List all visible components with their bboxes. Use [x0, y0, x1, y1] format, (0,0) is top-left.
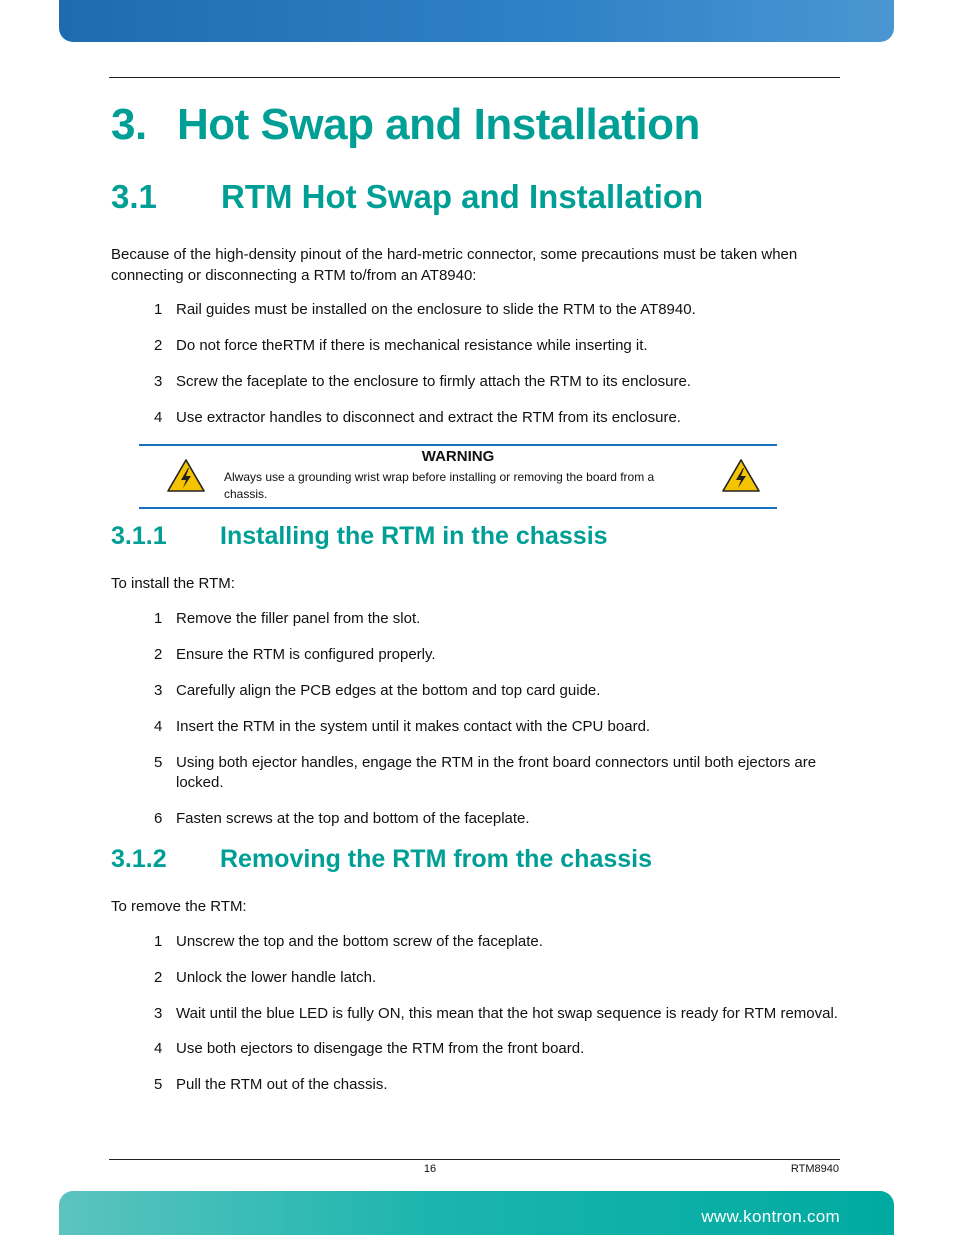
footer-band — [59, 1191, 894, 1235]
subsection-heading-remove — [111, 845, 652, 874]
list-item: 1 Remove the filler panel from the slot. — [154, 610, 421, 627]
remove-intro: To remove the RTM: — [111, 898, 247, 915]
header-band — [59, 0, 894, 42]
intro-paragraph: Because of the high-density pinout of the hard-metric connector, some precautions must be taken when connecting or disconnecting a RTM to/from an AT8940: — [111, 246, 798, 284]
website-link[interactable]: www.kontron.com — [701, 1207, 840, 1226]
list-item: 4 Use extractor handles to disconnect and extract the RTM from its enclosure. — [154, 409, 681, 426]
section-heading — [111, 178, 703, 216]
section-title: RTM Hot Swap and Installation — [221, 178, 704, 215]
install-intro: To install the RTM: — [111, 575, 235, 592]
chapter-heading — [111, 100, 700, 150]
warning-text: Always use a grounding wrist wrap before installing or removing the board from a chassis. — [224, 470, 655, 501]
warning-title: WARNING — [421, 448, 495, 465]
chapter-title: Hot Swap and Installation — [177, 100, 700, 149]
high-voltage-warning-icon — [721, 458, 761, 493]
list-item: 2 Unlock the lower handle latch. — [154, 969, 377, 986]
list-item: 2 Do not force theRTM if there is mechanical resistance while inserting it. — [154, 337, 648, 354]
warning-box — [139, 444, 777, 509]
footer-rule — [109, 1159, 840, 1160]
section-number: 3.1 — [111, 178, 157, 215]
page-number: 16 — [423, 1163, 437, 1175]
list-item: 4 Insert the RTM in the system until it makes contact with the CPU board. — [154, 718, 651, 735]
document-id: RTM8940 — [790, 1163, 839, 1175]
list-item: 5 Pull the RTM out of the chassis. — [154, 1076, 388, 1093]
subsection-heading-install — [111, 522, 608, 551]
subsection-number: 3.1.1 — [111, 522, 167, 550]
list-item: 4 Use both ejectors to disengage the RTM from the front board. — [154, 1040, 585, 1057]
chapter-number: 3. — [111, 100, 147, 149]
subsection-title: Removing the RTM from the chassis — [220, 845, 653, 873]
list-item: 1 Unscrew the top and the bottom screw of the faceplate. — [154, 933, 543, 950]
header-rule — [109, 77, 840, 78]
list-item: 3 Screw the faceplate to the enclosure to firmly attach the RTM to its enclosure. — [154, 373, 691, 390]
list-item: 2 Ensure the RTM is configured properly. — [154, 646, 436, 663]
list-item: 3 Carefully align the PCB edges at the bottom and top card guide. — [154, 682, 601, 699]
list-item: 3 Wait until the blue LED is fully ON, this mean that the hot swap sequence is ready for RTM removal. — [154, 1005, 838, 1022]
subsection-title: Installing the RTM in the chassis — [220, 522, 608, 550]
subsection-number: 3.1.2 — [111, 845, 167, 873]
list-item: 5 Using both ejector handles, engage the RTM in the front board connectors until both ejectors are locked. — [154, 754, 817, 791]
list-item: 6 Fasten screws at the top and bottom of the faceplate. — [154, 810, 530, 827]
list-item: 1 Rail guides must be installed on the enclosure to slide the RTM to the AT8940. — [154, 301, 696, 318]
